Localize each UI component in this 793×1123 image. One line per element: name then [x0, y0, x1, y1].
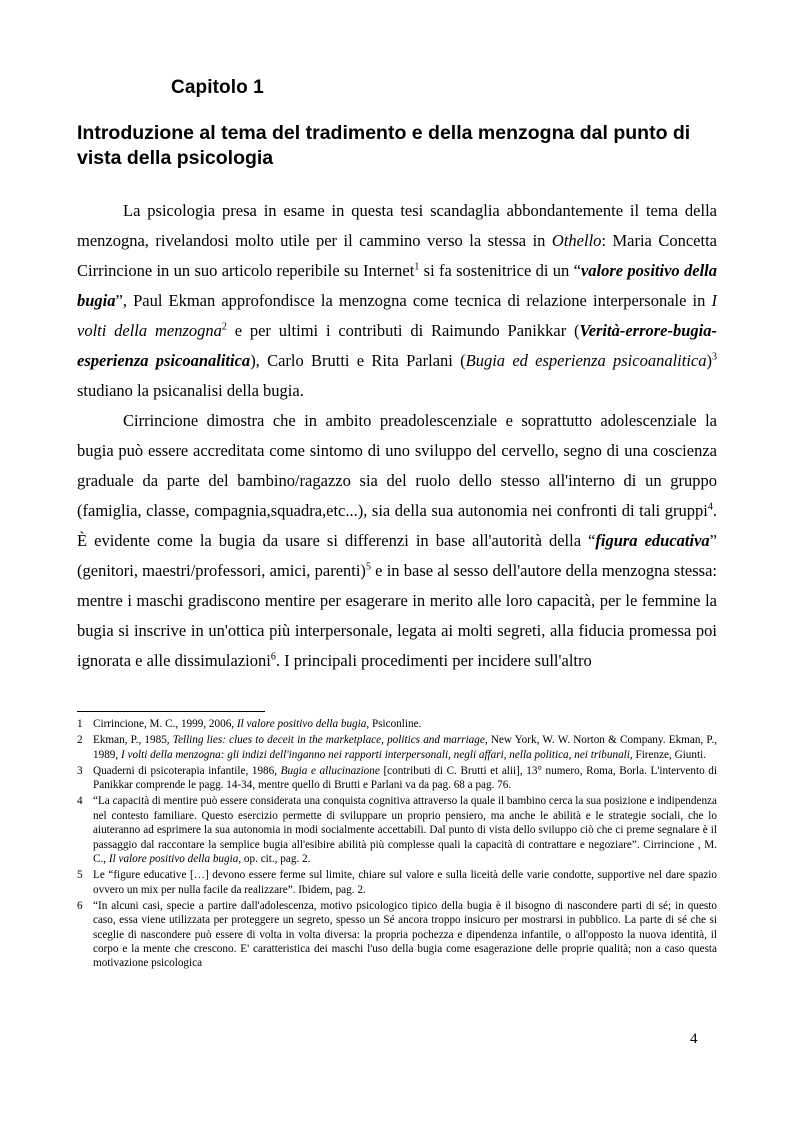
paragraph-2: Cirrincione dimostra che in ambito preadolescenziale e soprattutto adolescenziale la bugia può essere accreditata come sintomo di uno sviluppo del cervello, segno di una coscienza graduale da parte del bambino/ragazzo sia del ruolo dello stesso all'interno di un gruppo (famiglia, classe, compagnia,squadra,etc...), sia della sua autonomia nei confronti di tali gruppi$^4$. È evidente come la bugia da usare si differenzi in base all'autorità della “figura educativa” (genitori, maestri/professori, amici, parenti)$^5$ e in base al sesso dell'autore della menzogna stessa: mentre i maschi gradiscono mentire per esagerare in merito alle loro capacità, per le femmine la bugia si inscrive in un'ottica più interpersonale, legata ai molti segreti, alla fiducia promessa poi ignorata e alle dissimulazioni$^6$. I principali procedimenti per incidere sull'altro	[77, 411, 717, 670]
emphasis-volti-menzogna: I volti della menzogna	[77, 291, 717, 340]
footnote-text: Quaderni di psicoterapia infantile, 1986, Bugia e allucinazione [contributi di C. Brutti et alii], 13° numero, Roma, Borla. L'intervento di Panikkar comprende le pagg. 14-34, mentre quello di Brutti e Parlani va da pag. 68 a pag. 76.	[93, 764, 717, 792]
emphasis-verita-errore: Verità-errore-bugia-esperienza psicoanalitica	[77, 321, 718, 370]
footnotes	[77, 717, 717, 973]
footnote-1	[77, 717, 717, 731]
footnote-3	[77, 764, 717, 793]
footnote-2	[77, 733, 717, 762]
footnote-number: 1	[77, 718, 83, 730]
emphasis-valore-positivo: valore positivo della bugia	[77, 261, 717, 310]
footnote-ref-4[interactable]: 4	[707, 501, 713, 513]
footnote-separator	[77, 711, 265, 712]
footnote-6	[77, 899, 717, 971]
page-number: 4	[690, 1031, 698, 1047]
footnote-ref-3[interactable]: 3	[712, 351, 717, 363]
emphasis-bugia-esperienza: Bugia ed esperienza psicoanalitica	[465, 351, 707, 370]
footnote-number: 3	[77, 764, 83, 777]
footnote-ref-1[interactable]: 1	[414, 261, 420, 273]
section-title: Introduzione al tema del tradimento e della menzogna dal punto di vista della psicologia	[77, 122, 691, 169]
footnote-number: 4	[77, 795, 83, 808]
footnote-number: 5	[77, 869, 83, 882]
footnote-ref-2[interactable]: 2	[221, 321, 227, 333]
body-text	[77, 196, 717, 676]
footnote-4	[77, 794, 717, 866]
footnote-number: 2	[77, 734, 83, 747]
chapter-heading: Capitolo 1	[171, 77, 264, 98]
paragraph-1: La psicologia presa in esame in questa tesi scandaglia abbondantemente il tema della menzogna, rivelandosi molto utile per il cammino verso la stessa in Othello: Maria Concetta Cirrincione in un suo articolo reperibile su Internet$^1$ si fa sostenitrice di un “valore positivo della bugia”, Paul Ekman approfondisce la menzogna come tecnica di relazione interpersonale in I volti della menzogna$^2$ e per ultimi i contributi di Raimundo Panikkar (Verità-errore-bugia-esperienza psicoanalitica), Carlo Brutti e Rita Parlani (Bugia ed esperienza psicoanalitica)$^3$ studiano la psicanalisi della bugia.	[77, 201, 718, 400]
footnote-number: 6	[77, 899, 83, 912]
footnote-text: “La capacità di mentire può essere considerata una conquista cognitiva attraverso la quale il bambino cerca la sua posizione e indipendenza nel contesto familiare. Questo esercizio permette di sviluppare un proprio pensiero, ma anche le abilità e le strategie sociali, che lo aiuteranno ad esprimere la sua autonomia in modi socialmente accettabili. Dal punto di vista dello sviluppo ciò che ci preme segnalare è il passaggio dal raccontare la semplice bugia all'esibire abilità più complesse quali la capacità di contrattare e negoziare”. Cirrincione , M. C., Il valore positivo della bugia, op. cit., pag. 2.	[93, 795, 717, 866]
footnote-text: Cirrincione, M. C., 1999, 2006, Il valore positivo della bugia, Psiconline.	[93, 718, 422, 730]
footnote-ref-6[interactable]: 6	[270, 651, 276, 663]
footnote-text: Le “figure educative […] devono essere ferme sul limite, chiare sul valore e sulla liceità delle varie condotte, supportive nel dare spazio ovvero un mix per nulla facile da realizzare”. Ibidem, pag. 2.	[93, 869, 717, 896]
footnote-text: “In alcuni casi, specie a partire dall'adolescenza, motivo psicologico tipico della bugia è il bisogno di nascondere parti di sé; in questo caso, essa viene utilizzata per proteggere un segreto, spesso un Sé ancora troppo insicuro per mostrarsi in pubblico. La parte di sé che si sceglie di nascondere può essere di volta in volta diversa: la propria pochezza e dipendenza infantile, o all'opposto la nuova identità, il corpo e la mente che crescono. E' caratteristica dei maschi l'uso della bugia come esagerazione delle proprie qualità; non a caso questa motivazione psicologica	[93, 899, 717, 970]
footnote-ref-5[interactable]: 5	[365, 561, 371, 573]
footnote-text: Ekman, P., 1985, Telling lies: clues to deceit in the marketplace, politics and marriage, New York, W. W. Norton & Company. Ekman, P., 1989, I volti della menzogna: gli indizi dell'inganno nei rapporti interpersonali, negli affari, nella politica, nei tribunali, Firenze, Giunti.	[93, 734, 717, 761]
footnote-5	[77, 868, 717, 897]
emphasis-othello: Othello	[551, 231, 602, 250]
emphasis-figura-educativa: figura educativa	[595, 531, 710, 550]
